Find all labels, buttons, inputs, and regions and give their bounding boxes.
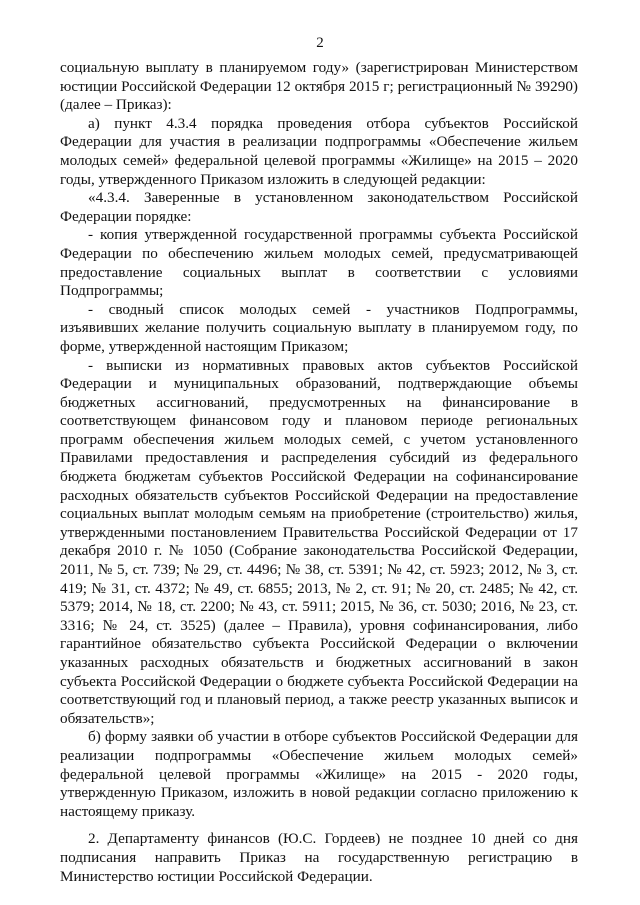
- paragraph-a: а) пункт 4.3.4 порядка проведения отбора субъектов Российской Федерации для участия в реализации подпрограммы «Обеспечение жильем молодых семей» федеральной целевой программы «Жилище» на 2015 – 2020 годы, утвержденного Приказом изложить в следующей редакции:: [60, 114, 578, 188]
- paragraph-4-3-4: «4.3.4. Заверенные в установленном законодательством Российской Федерации порядке:: [60, 189, 578, 225]
- list-item-summary-list: - сводный список молодых семей - участников Подпрограммы, изъявивших желание получить социальную выплату в планируемом году, по форме, утвержденной настоящим Приказом;: [60, 300, 578, 355]
- list-item-extracts: - выписки из нормативных правовых актов субъектов Российской Федерации и муниципальных образований, подтверждающие объемы бюджетных ассигнований, предусмотренных на финансирование в соответствующем финансовом году и плановом периоде региональных программ обеспечения жильем молодых семей, с учетом установленного Правилами предоставления и распределения субсидий из федерального бюджета бюджетам субъектов Российской Федерации на софинансирование расходных обязательств субъектов Российской Федерации на предоставление социальных выплат молодым семьям на приобретение (строительство) жилья, утвержденными постановлением Правительства Российской Федерации от 17 декабря 2010 г. № 1050 (Собрание законодательства Российской Федерации, 2011, № 5, ст. 739; № 29, ст. 4496; № 38, ст. 5391; № 42, ст. 5923; 2012, № 3, ст. 419; № 31, ст. 4372; № 49, ст. 6855; 2013, № 2, ст. 91; № 20, ст. 2485; № 42, ст. 5379; 2014, № 18, ст. 2200; № 43, ст. 5911; 2015, № 36, ст. 5030; 2016, № 23, ст. 3316; № 24, ст. 3525) (далее – Правила), уровня софинансирования, либо гарантийное обязательство субъекта Российской Федерации о включении указанных расходных обязательств и бюджетных ассигнований в закон субъекта Российской Федерации о бюджете субъекта Российской Федерации на соответствующий год и плановый период, а также реестр указанных выписок и обязательств»;: [60, 356, 578, 727]
- document-body: [60, 59, 578, 886]
- paragraph-b: б) форму заявки об участии в отборе субъектов Российской Федерации для реализации подпрограммы «Обеспечение жильем молодых семей» федеральной целевой программы «Жилище» на 2015 - 2020 годы, утвержденную Приказом, изложить в новой редакции согласно приложению к настоящему приказу.: [60, 728, 578, 820]
- list-item-program-copy: - копия утвержденной государственной программы субъекта Российской Федерации по обеспечению жильем молодых семей, предусматривающей предоставление социальных выплат в соответствии с условиями Подпрограммы;: [60, 226, 578, 300]
- paragraph-intro: социальную выплату в планируемом году» (зарегистрирован Министерством юстиции Российской Федерации 12 октября 2015 г; регистрационный № 39290) (далее – Приказ):: [60, 59, 578, 114]
- page-number: 2: [316, 35, 324, 51]
- paragraph-2: 2. Департаменту финансов (Ю.С. Гордеев) не позднее 10 дней со дня подписания направить Приказ на государственную регистрацию в Министерство юстиции Российской Федерации.: [60, 830, 578, 885]
